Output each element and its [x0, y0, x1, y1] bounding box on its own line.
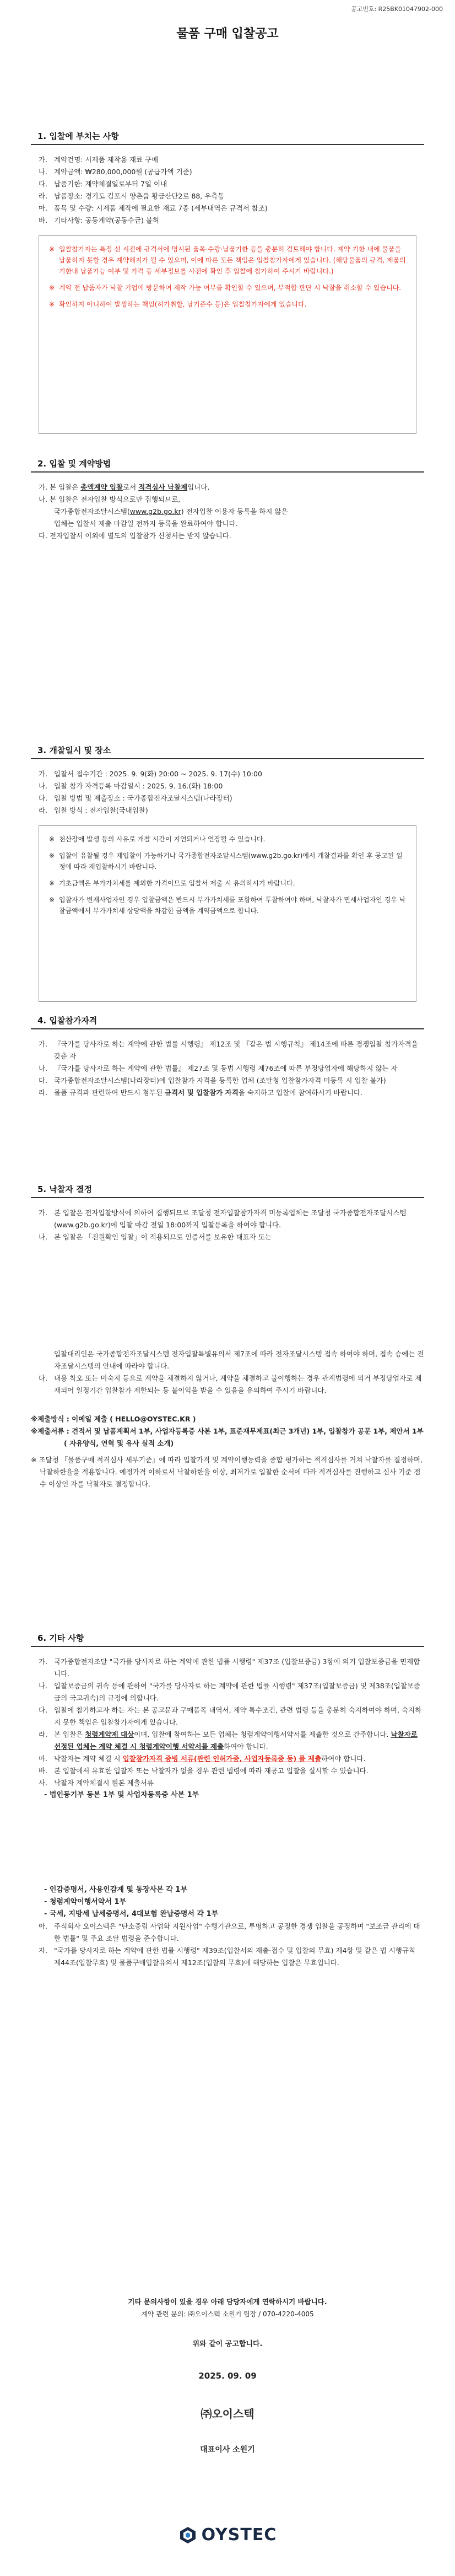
- list-item: 가. 『국가를 당사자로 하는 계약에 관한 법률 시행령』 제12조 및 『같은 법 시행규칙』 제14조에 따른 경쟁입찰 참가자격을 갖춘 자: [39, 1040, 418, 1060]
- inquiry-text: 기타 문의사항이 있을 경우 아래 담당자에게 연락하시기 바랍니다.: [128, 2298, 327, 2306]
- section-3: [31, 744, 424, 1002]
- notice-item: ※ 계약 전 납품자가 낙찰 기업에 방문하여 제작 가능 여부를 확인할 수 있으며, 부적합 판단 시 낙찰을 취소할 수 있습니다.: [49, 284, 402, 292]
- section-1: [31, 130, 424, 434]
- evaluation-note: ※ 조달청 『물품구매 적격심사 세부기준』에 따라 입찰가격 및 계약이행능력을 종합 평가하는 적격심사를 거쳐 낙찰자를 결정하며, 낙찰하한율을 적용합니다. 예정가격 이하로서 낙찰하한율 이상, 최저가로 입찰한 순서에 따라 적격심사를 진행하고 심사 기준 점수 이상인 자를 낙찰자로 결정합니다.: [31, 1456, 422, 1488]
- list-item: 가. 입찰서 접수기간 : 2025. 9. 9(화) 20:00 ~ 2025. 9. 17(수) 10:00: [39, 770, 262, 778]
- list-item: 사. 낙찰자 계약체결시 원본 제출서류: [39, 1779, 154, 1787]
- item-list: [31, 768, 424, 817]
- list-item: 다. 납품기한: 계약체결일로부터 7일 이내: [39, 180, 167, 188]
- documents-instruction: ※제출서류 : 견적서 및 납품계획서 1부, 사업자등록증 사본 1부, 표준재무제표(최근 3개년) 1부, 입찰참가 공문 1부, 제안서 1부( 자유양식, 연혁 및 유사 실적 소개): [31, 1427, 424, 1447]
- list-item: 라. 납품장소: 경기도 김포시 양촌읍 황금산단2로 88, 우측동: [39, 192, 225, 200]
- section-heading: 1. 입찰에 부치는 사항: [31, 130, 424, 145]
- item-list: [31, 154, 424, 227]
- notice-box: [39, 825, 416, 1002]
- list-item: 가. 본 입찰은 총액계약 입찰로서 적격심사 낙찰제입니다.: [39, 483, 210, 491]
- notice-item: ※ 입찰이 유찰될 경우 재입찰이 가능하거나 국가종합전자조달시스템(www.g2b.go.kr)에서 개찰결과를 확인 후 공고된 일정에 따라 재입찰하시기 바랍니다.: [49, 852, 403, 871]
- notice-box: [39, 235, 416, 434]
- list-item: 가. 본 입찰은 전자입찰방식에 의하여 집행되므로 조달청 전자입찰참가자격 미등록업체는 조달청 국가종합전자조달시스템(www.g2b.go.kr)에 입찰 마감 전일 18:00까지 입찰등록을 하여야 합니다.: [39, 1209, 407, 1229]
- list-item: 바. 본 입찰에서 유효한 입찰자 또는 낙찰자가 없을 경우 관련 법령에 따라 재공고 입찰을 실시할 수 있습니다.: [39, 1767, 369, 1775]
- section-2: [31, 458, 424, 542]
- notice-item: ※ 천산장애 발생 등의 사유로 개찰 시간이 지연되거나 연장될 수 있습니다.: [49, 835, 266, 843]
- list-item: 마. 품목 및 수량: 시제품 제작에 필요한 재료 7종 (세부내역은 규격서 참조): [39, 204, 268, 212]
- list-item: 아. 주식회사 오이스텍은 "탄소중립 사업화 지원사업" 수행기관으로, 투명하고 공정한 경쟁 입찰을 공정하며 "보조금 관리에 대한 법률" 및 주요 조달 법령을 준수합니다.: [39, 1922, 420, 1942]
- list-item: 다. 국가종합전자조달시스템(나라장터)에 입찰참가 자격을 등록한 업체 (조달청 입찰참가자격 미등록 시 입찰 불가): [39, 1076, 386, 1085]
- notice-date: 2025. 09. 09: [198, 2371, 257, 2381]
- list-item: 다. 입찰 방법 및 제출장소 : 국가종합전자조달시스템(나라장터): [39, 794, 232, 802]
- list-item: - 국세, 지방세 납세증명서, 4대보험 완납증명서 각 1부: [44, 1910, 219, 1918]
- list-item: - 인감증명서, 사용인감계 및 통장사본 각 1부: [44, 1886, 188, 1894]
- logo-mark-icon: [178, 2526, 197, 2545]
- list-item: - 청렴계약이행서약서 1부: [44, 1898, 127, 1906]
- section-6: [31, 1632, 424, 1969]
- section-heading: 5. 낙찰자 결정: [31, 1183, 424, 1198]
- company-logo: [0, 2525, 455, 2545]
- item-list: [31, 1207, 424, 1243]
- company-name: ㈜오이스텍: [201, 2407, 254, 2421]
- notice-item: ※ 입찰참가자는 특정 선 시전에 규격서에 명시된 품목·수량·납품기한 등을 충분히 검토해야 합니다. 계약 기한 내에 물품을 납품하지 못할 경우 계약해지가 될 수 있으며, 이에 따른 모든 책임은 입찰참가자에게 있습니다. (해당물품의 규격, 제품의 기한내 납품가능 여부 및 가격 등 세부정보를 사전에 확인 후 입찰에 참가하여 주시기 바랍니다.): [49, 245, 406, 275]
- announce-text: 위와 같이 공고합니다.: [192, 2340, 263, 2348]
- list-item: 나. 본 입찰은 전자입찰 방식으로만 집행되므로,: [39, 495, 181, 503]
- required-docs-list: [31, 1789, 424, 1801]
- section-heading: 4. 입찰참가자격: [31, 1015, 424, 1029]
- list-item: 나. 입찰보증금의 귀속 등에 관하여 "국가를 당사자로 하는 계약에 관한 법률 시행령" 제37조(입찰보증금) 및 제38조(입찰보증금의 국고귀속)의 규정에 의합니다.: [39, 1682, 421, 1702]
- list-item: 나. 입찰 참가 자격등록 마감일시 : 2025. 9. 16.(화) 18:00: [39, 782, 223, 790]
- required-docs-list: [31, 1884, 424, 1920]
- list-item: - 법인등기부 등본 1부 및 사업자등록증 사본 1부: [44, 1791, 199, 1799]
- section-heading: 3. 개찰일시 및 장소: [31, 744, 424, 759]
- notice-item: ※ 기초금액은 부가가치세를 제외한 가격이므로 입찰서 제출 시 유의하시기 바랍니다.: [49, 879, 295, 887]
- list-item: 다. 내용 착오 또는 미숙지 등으로 계약을 체결하지 않거나, 계약을 체결하고 불이행하는 경우 관계법령에 의거 부정당업자로 제재되어 일정기간 입찰참가 제한되는 등 불이익을 받을 수 있음을 유의하여 주시기 바랍니다.: [39, 1374, 422, 1394]
- section-heading: 2. 입찰 및 계약방법: [31, 458, 424, 473]
- list-item: 라. 본 입찰은 청렴계약제 대상이며, 입찰에 참여하는 모든 업체는 청렴계약이행서약서를 제출한 것으로 간주합니다. 낙찰자로 선정된 업체는 계약 체결 시 청렴계약이행 서약서를 제출하여야 합니다.: [39, 1730, 418, 1751]
- list-item: 나. 『국가를 당사자로 하는 계약에 관한 법률』 제27조 및 동법 시행령 제76조에 따른 부정당업자에 해당하지 않는 자: [39, 1064, 398, 1072]
- page-title: 물품 구매 입찰공고: [176, 27, 279, 41]
- list-item: 가. 계약건명: 시제품 제작용 재료 구매: [39, 155, 159, 164]
- email-instruction: ※제출방식 : 이메일 제출 ( HELLO@OYSTEC.KR ): [31, 1415, 196, 1423]
- list-item: 나. 본 입찰은 「진원확인 입찰」이 적용되므로 인증서를 보유한 대표자 또는: [39, 1233, 272, 1241]
- notice-number: 공고번호: R25BK01047902-000: [350, 6, 443, 13]
- notice-item: ※ 입찰자가 변재사업자인 경우 입찰금액은 반드시 부가가치세를 포함하여 투찰하여야 하며, 낙찰자가 면세사업자인 경우 낙찰금액에서 부가가치세 상당액을 차감한 금액을 계약금액으로 합니다.: [49, 896, 406, 915]
- list-item: 자. "국가를 당사자로 하는 계약에 관한 법률 시행령" 제39조(입찰서의 제출·접수 및 입찰의 무효) 제4항 및 같은 법 시행규칙 제44조(입찰무효) 및 물품구매입찰유의서 제12조(입찰의 무효)에 해당하는 입찰은 무효입니다.: [39, 1946, 416, 1967]
- list-item: 마. 낙찰자는 계약 체결 시 입찰참가자격 증빙 서류(관련 인허가증, 사업자등록증 등) 를 제출하여야 합니다.: [39, 1754, 366, 1763]
- item-list: [31, 1038, 424, 1087]
- list-item: 라. 입찰 방식 : 전자입찰(국내입찰): [39, 806, 148, 814]
- list-item: 라. 물품 규격과 관련하여 반드시 첨부된 규격서 및 입찰참가 자격을 숙지하고 입찰에 참여하시기 바랍니다.: [39, 1088, 362, 1097]
- list-item: 바. 기타사항: 공동계약(공동수급) 불허: [39, 216, 159, 224]
- ceo-name: 대표이사 소원기: [200, 2445, 255, 2454]
- section-4: [31, 1015, 424, 1099]
- logo-text: OYSTEC: [201, 2525, 277, 2545]
- g2b-link[interactable]: www.g2b.go.kr: [129, 507, 181, 516]
- contact-text: 계약 관련 문의: ㈜오이스텍 소원기 팀장 / 070-4220-4005: [141, 2310, 314, 2318]
- list-item: 국가종합전자조달시스템(www.g2b.go.kr) 전자입찰 이용자 등록을 하지 않은: [54, 507, 288, 516]
- list-item: 나. 계약금액: ₩280,000,000원 (공급가액 기준): [39, 168, 192, 176]
- list-item: 업체는 입찰서 제출 마감일 전까지 등록을 완료하여야 합니다.: [54, 519, 238, 528]
- list-item-cont: 입찰대리인은 국가종합전자조달시스템 전자입찰특별유의서 제7조에 따라 전자조달시스템 접속 하여야 하며, 접속 승에는 전자조달시스템의 안내에 따라야 합니다.: [54, 1350, 424, 1370]
- list-item: 가. 국가종합전자조달 "국가를 당사자로 하는 계약에 관한 법률 시행령" 제37조 (입찰보증금) 3항에 의거 입찰보증금을 면제합니다.: [39, 1657, 420, 1678]
- list-item: 다. 전자입찰서 이외에 별도의 입찰참가 신청서는 받지 않습니다.: [39, 532, 231, 540]
- section-heading: 6. 기타 사항: [31, 1632, 424, 1647]
- section-5: [31, 1183, 424, 1490]
- list-item: 다. 입찰에 참가하고자 하는 자는 본 공고문과 구매품목 내역서, 계약 특수조건, 관련 법령 등을 충분히 숙지하여야 하며, 숙지하지 못한 책임은 입찰참가자에게 있습니다.: [39, 1706, 422, 1726]
- notice-item: ※ 확인하지 아니하여 발생하는 책임(허가취할, 납기준수 등)은 입찰참가자에게 있습니다.: [49, 300, 307, 308]
